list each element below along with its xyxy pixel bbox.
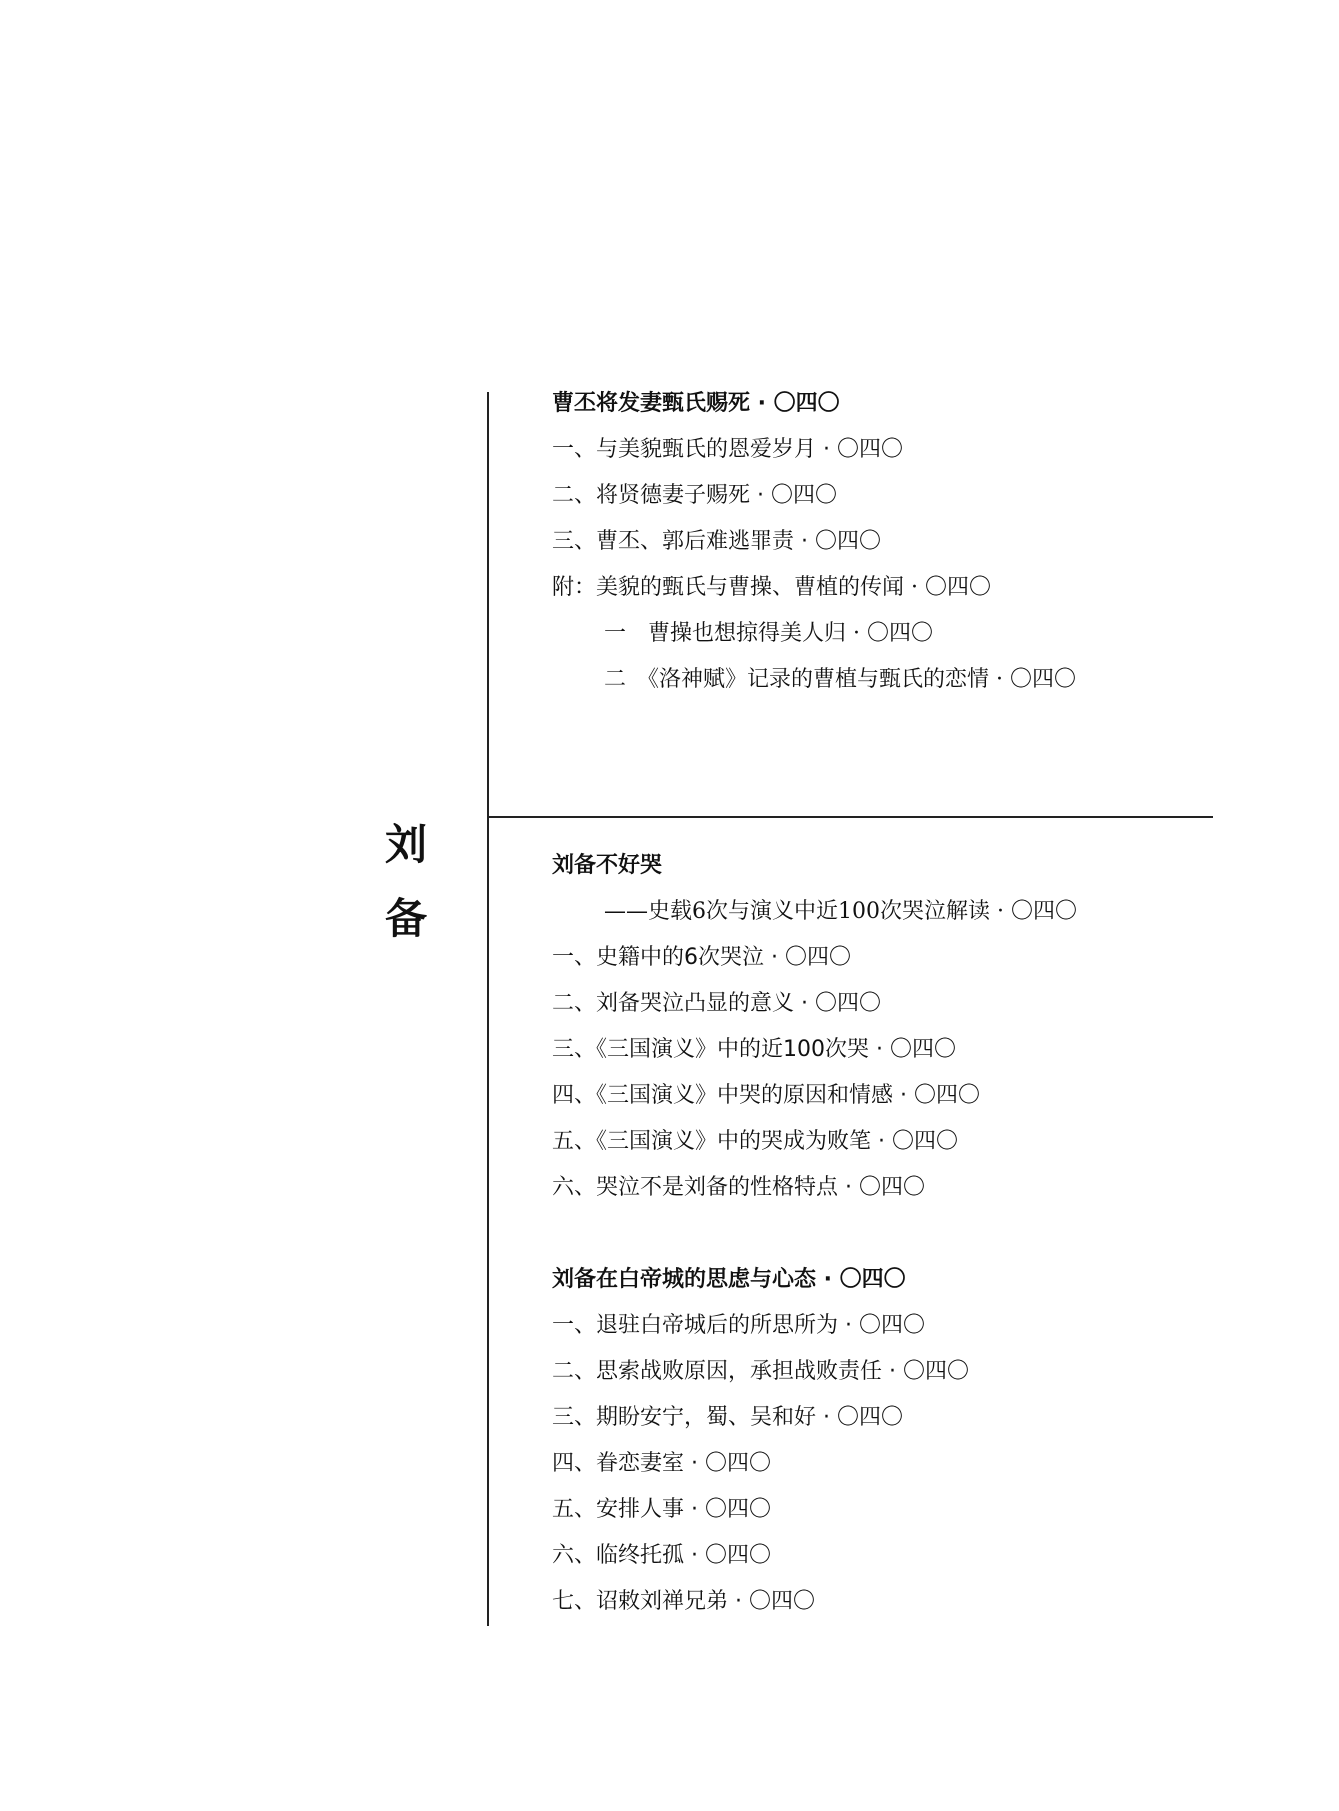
toc-item: 五、安排人事 · 〇四〇: [552, 1497, 771, 1522]
toc-item: 五、《三国演义》中的哭成为败笔 · 〇四〇: [552, 1129, 958, 1154]
chapter-subtitle: ——史载6次与演义中近100次哭泣解读 · 〇四〇: [604, 899, 1077, 924]
chapter-title: 刘备在白帝城的思虑与心态 · 〇四〇: [552, 1267, 906, 1292]
toc-item: 四、眷恋妻室 · 〇四〇: [552, 1451, 771, 1476]
chapter-title: 曹丕将发妻甄氏赐死 · 〇四〇: [552, 391, 840, 416]
toc-item: 二、刘备哭泣凸显的意义 · 〇四〇: [552, 991, 881, 1016]
toc-appendix: 附：美貌的甄氏与曹操、曹植的传闻 · 〇四〇: [552, 575, 991, 600]
toc-subitem: 一 曹操也想掠得美人归 · 〇四〇: [604, 621, 933, 646]
toc-item: 七、诏敕刘禅兄弟 · 〇四〇: [552, 1589, 815, 1614]
toc-item: 二、思索战败原因，承担战败责任 · 〇四〇: [552, 1359, 969, 1384]
section-label: [385, 808, 445, 956]
toc-item: 四、《三国演义》中哭的原因和情感 · 〇四〇: [552, 1083, 980, 1108]
toc-item: 六、哭泣不是刘备的性格特点 · 〇四〇: [552, 1175, 925, 1200]
vertical-rule: [487, 392, 489, 1626]
toc-item: 六、临终托孤 · 〇四〇: [552, 1543, 771, 1568]
section-divider: [487, 816, 1213, 818]
section-label-char: 备: [385, 894, 428, 943]
toc-subitem: 二 《洛神赋》记录的曹植与甄氏的恋情 · 〇四〇: [604, 667, 1076, 692]
section-label-char: 刘: [385, 820, 428, 869]
toc-item: 一、史籍中的6次哭泣 · 〇四〇: [552, 945, 851, 970]
toc-item: 三、期盼安宁，蜀、吴和好 · 〇四〇: [552, 1405, 903, 1430]
toc-item: 二、将贤德妻子赐死 · 〇四〇: [552, 483, 837, 508]
toc-item: 三、曹丕、郭后难逃罪责 · 〇四〇: [552, 529, 881, 554]
toc-item: 三、《三国演义》中的近100次哭 · 〇四〇: [552, 1037, 956, 1062]
chapter-title: 刘备不好哭: [552, 853, 663, 878]
toc-item: 一、退驻白帝城后的所思所为 · 〇四〇: [552, 1313, 925, 1338]
toc-item: 一、与美貌甄氏的恩爱岁月 · 〇四〇: [552, 437, 903, 462]
